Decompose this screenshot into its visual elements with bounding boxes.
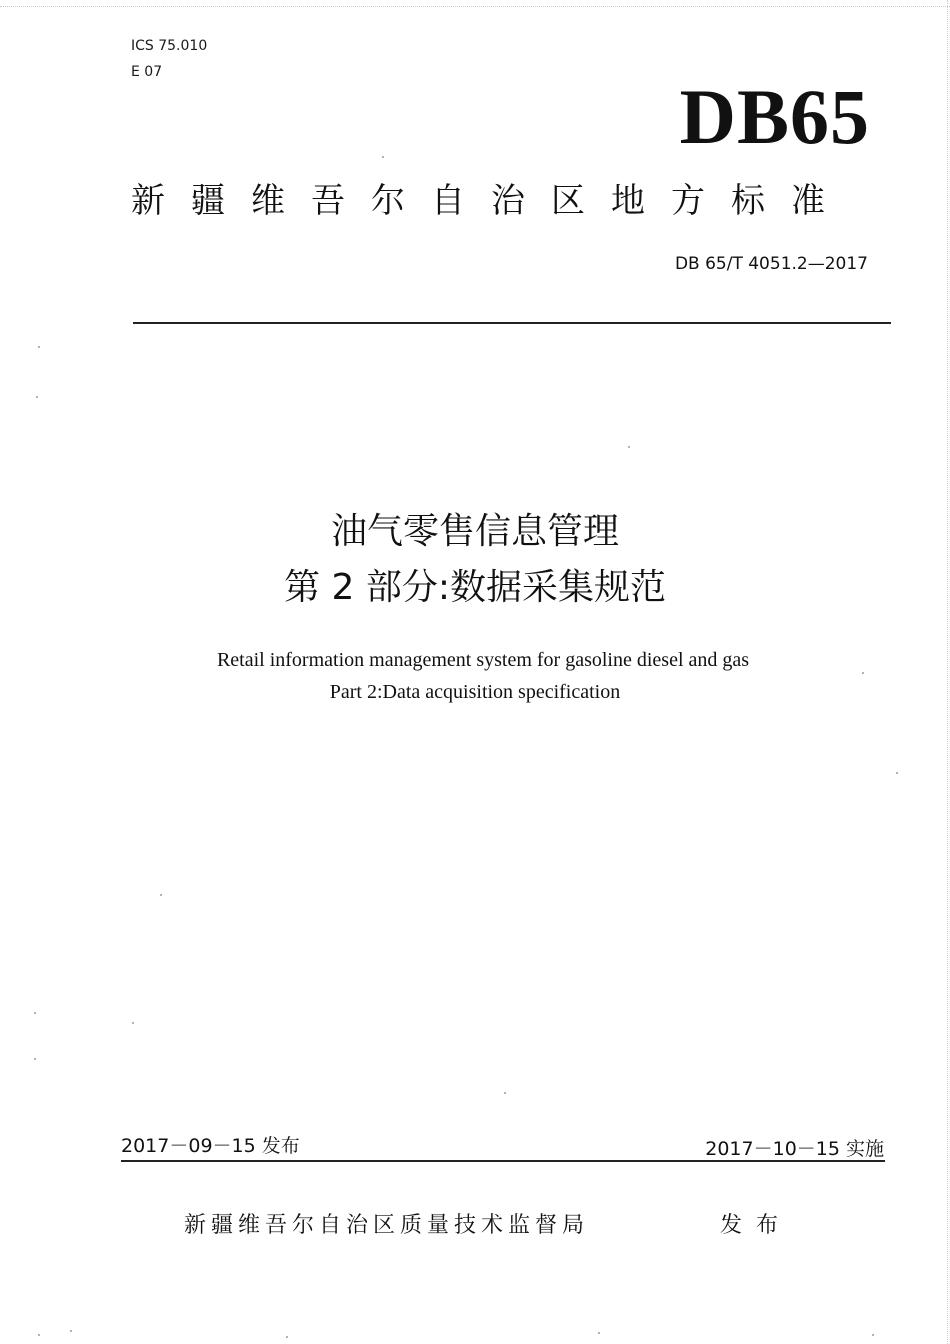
- scan-speck: [862, 672, 864, 674]
- title-en-line1: Retail information management system for gasoline diesel and gas: [216, 649, 750, 671]
- scan-speck: [160, 894, 162, 896]
- issue-action: 发布: [720, 1213, 793, 1238]
- scan-speck: [628, 446, 630, 448]
- scan-speck: [598, 1332, 600, 1334]
- scan-speck: [70, 1330, 72, 1332]
- scan-speck: [286, 1336, 288, 1338]
- scan-speck: [34, 1012, 36, 1014]
- scan-speck: [504, 1092, 506, 1094]
- scan-speck: [896, 772, 898, 774]
- standard-type-heading: 新疆维吾尔自治区地方标准: [131, 181, 851, 221]
- footer-divider: [121, 1160, 885, 1162]
- classification-code: E 07: [131, 64, 163, 80]
- scan-speck: [872, 1334, 874, 1336]
- scan-top-edge: [0, 0, 950, 7]
- scan-speck: [38, 346, 40, 348]
- scan-speck: [382, 156, 384, 158]
- standard-code-logo: DB65: [679, 73, 870, 160]
- scan-speck: [38, 1334, 40, 1336]
- implementation-date: 2017－10－15 实施: [705, 1138, 884, 1160]
- header-divider: [133, 322, 891, 324]
- title-cn-line2: 第 2 部分:数据采集规范: [284, 567, 666, 608]
- scan-speck: [132, 1022, 134, 1024]
- scan-speck: [34, 1058, 36, 1060]
- title-cn-line1: 油气零售信息管理: [330, 511, 619, 552]
- ics-code: ICS 75.010: [131, 38, 208, 54]
- scan-speck: [36, 396, 38, 398]
- issue-date: 2017－09－15 发布: [121, 1135, 300, 1157]
- title-en-line2: Part 2:Data acquisition specification: [329, 681, 621, 703]
- standard-number: DB 65/T 4051.2—2017: [674, 254, 868, 274]
- issuing-authority: 新疆维吾尔自治区质量技术监督局: [184, 1213, 590, 1238]
